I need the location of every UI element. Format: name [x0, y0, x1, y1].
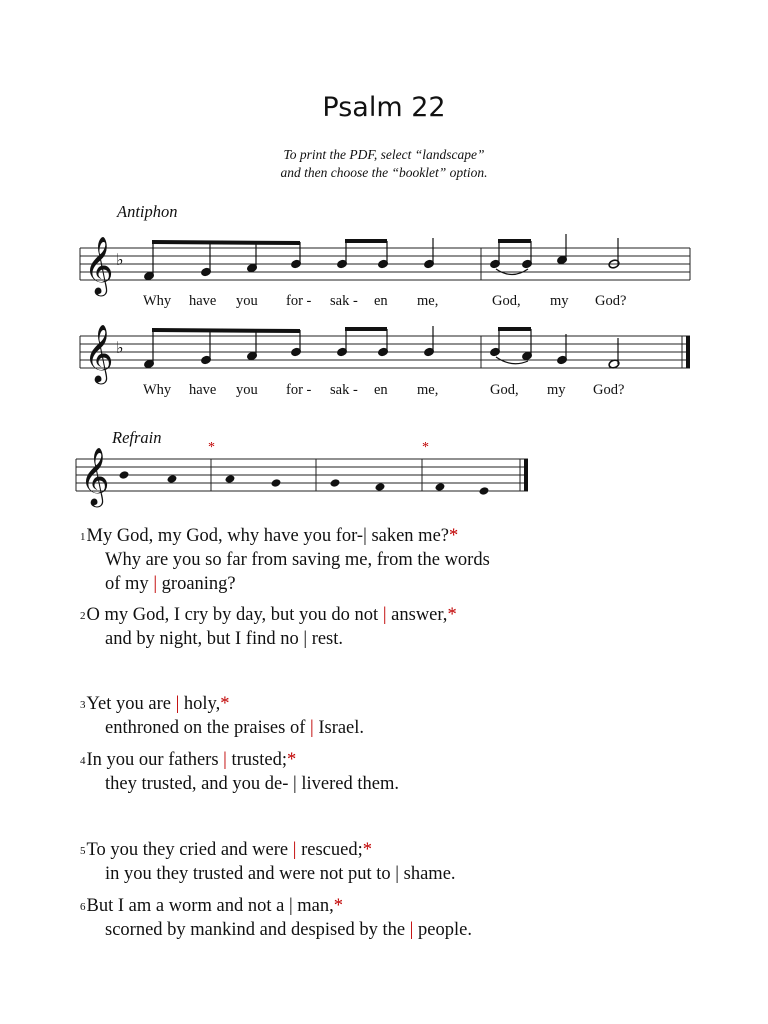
pointing-bar: |: [409, 920, 414, 940]
pointing-bar: |: [395, 864, 400, 884]
verse-text: people.: [413, 920, 472, 940]
pointing-bar: |: [309, 718, 314, 738]
verse-text: groaning?: [157, 574, 236, 594]
verse-number: 5: [80, 845, 86, 857]
verse-line: [80, 572, 490, 596]
lyric-syllable: en: [374, 293, 388, 309]
verse-number: 4: [80, 755, 86, 767]
verse-text: of my: [105, 574, 154, 594]
mediation-asterisk: *: [333, 896, 344, 916]
verse-number: 1: [80, 531, 86, 543]
verse-line: [80, 772, 399, 796]
antiphon-label: Antiphon: [117, 202, 178, 221]
verse-number: 2: [80, 610, 86, 622]
treble-clef-icon: 𝄞: [84, 324, 114, 382]
pointing-bar: |: [303, 629, 308, 649]
lyric-syllable: me,: [417, 293, 439, 309]
print-note-line-1: To print the PDF, select “landscape”: [283, 147, 485, 162]
treble-clef-icon: 𝄞: [84, 236, 114, 294]
refrain-asterisk-1: *: [208, 440, 215, 455]
print-note-line-2: and then choose the “booklet” option.: [280, 165, 488, 180]
page-title: Psalm 22: [322, 92, 446, 123]
verse-text: Yet you are: [86, 694, 176, 714]
mediation-asterisk: *: [447, 605, 457, 625]
pointing-bar: |: [382, 605, 387, 625]
verse-text: enthroned on the praises of: [105, 718, 310, 738]
verse-4: [80, 748, 399, 796]
lyric-syllable: you: [236, 382, 258, 398]
treble-clef-icon: 𝄞: [80, 447, 110, 505]
verse-text: O my God, I cry by day, but you do not: [86, 605, 383, 625]
verse-text: trusted;: [226, 750, 287, 770]
lyric-syllable: en: [374, 382, 388, 398]
verse-text: But I am a worm and not a: [86, 896, 289, 916]
verse-text: shame.: [399, 864, 456, 884]
verse-line: Why are you so far from saving me, from the words: [105, 550, 490, 570]
lyric-syllable: for -: [286, 293, 312, 309]
mediation-asterisk: *: [449, 526, 459, 546]
refrain-asterisk-2: *: [422, 440, 429, 455]
verse-text: rescued;: [296, 840, 363, 860]
lyric-syllable: my: [547, 382, 566, 398]
refrain-label: Refrain: [112, 428, 162, 447]
verse-text: My God, my God, why have you for-: [86, 526, 364, 546]
verse-text: In you our fathers: [86, 750, 224, 770]
pointing-bar: |: [175, 694, 180, 714]
mediation-asterisk: *: [362, 840, 372, 860]
verse-text: answer,: [386, 605, 448, 625]
refrain-staff: [76, 447, 528, 508]
verse-text: livered them.: [296, 774, 399, 794]
lyric-syllable: Why: [143, 382, 172, 398]
verse-text: rest.: [307, 629, 344, 649]
lyric-syllable: sak -: [330, 293, 358, 309]
verse-text: in you they trusted and were not put to: [105, 864, 396, 884]
verse-2: [80, 603, 457, 651]
verse-number: 6: [80, 901, 86, 913]
verse-line: [80, 716, 364, 740]
pointing-bar: |: [153, 574, 158, 594]
lyric-syllable: for -: [286, 382, 312, 398]
verse-line: [80, 627, 457, 651]
antiphon-staff-2: [80, 324, 690, 385]
mediation-asterisk: *: [287, 750, 297, 770]
flat-key-signature-icon: ♭: [116, 338, 124, 357]
verse-text: they trusted, and you de-: [105, 774, 294, 794]
verse-text: saken me?: [366, 526, 449, 546]
lyric-syllable: God,: [492, 293, 521, 309]
flat-key-signature-icon: ♭: [116, 250, 124, 269]
lyric-syllable: sak -: [330, 382, 358, 398]
verse-text: To you they cried and were: [86, 840, 293, 860]
verse-5: [80, 838, 456, 886]
lyric-syllable: me,: [417, 382, 439, 398]
pointing-bar: |: [293, 774, 297, 794]
lyric-syllable: have: [189, 382, 217, 398]
lyric-syllable: you: [236, 293, 258, 309]
lyric-syllable: God?: [595, 293, 627, 309]
verse-line: [80, 918, 472, 942]
verse-text: Israel.: [313, 718, 365, 738]
lyric-syllable: God?: [593, 382, 625, 398]
lyric-syllable: my: [550, 293, 569, 309]
verse-text: holy,: [179, 694, 221, 714]
pointing-bar: |: [292, 840, 297, 860]
verse-3: [80, 692, 364, 740]
pointing-bar: |: [223, 750, 227, 770]
pointing-bar: |: [288, 896, 293, 916]
verse-1: [80, 524, 490, 596]
lyric-syllable: have: [189, 293, 217, 309]
verse-6: [80, 894, 472, 942]
verse-text: scorned by mankind and despised by the: [105, 920, 410, 940]
mediation-asterisk: *: [220, 694, 230, 714]
verse-text: man,: [292, 896, 334, 916]
verse-text: and by night, but I find no: [105, 629, 304, 649]
verse-number: 3: [80, 699, 86, 711]
lyric-syllable: God,: [490, 382, 519, 398]
verse-line: [80, 862, 456, 886]
antiphon-staff-1: [80, 234, 690, 297]
pointing-bar: |: [363, 526, 367, 546]
lyric-syllable: Why: [143, 293, 172, 309]
